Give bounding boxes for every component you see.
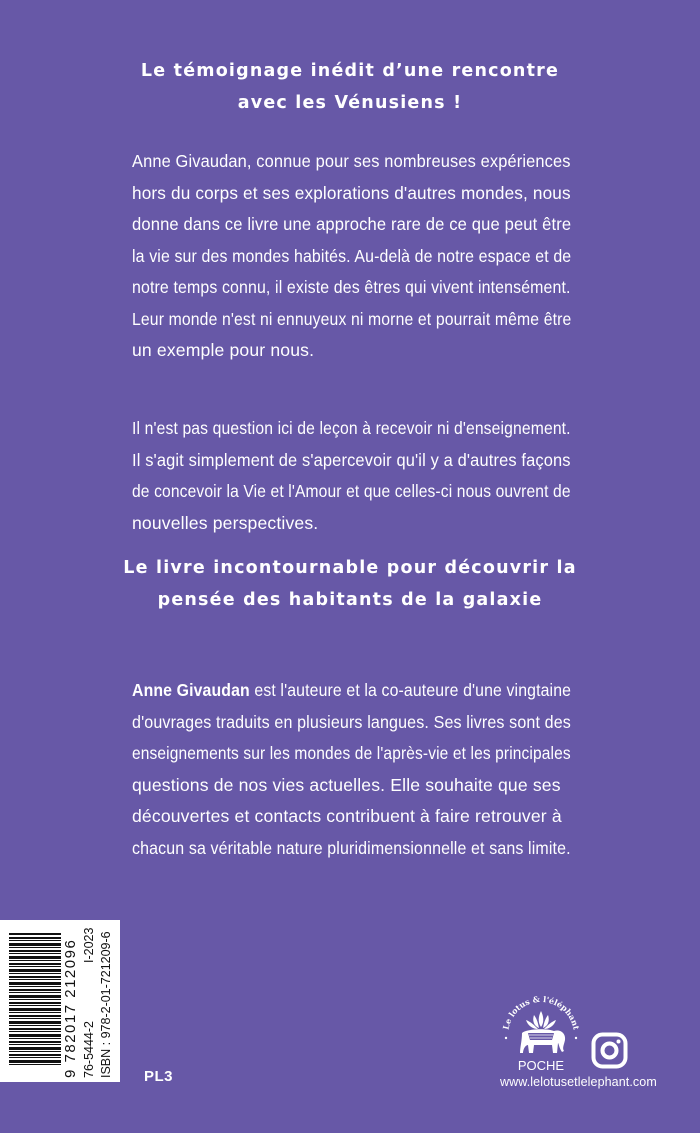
text-line: d'ouvrages traduits en plusieurs langues. Ses livres sont des	[132, 711, 571, 732]
text-line: nouvelles perspectives.	[132, 512, 319, 533]
description-paragraph-1	[132, 146, 571, 367]
text-line: hors du corps et ses explorations d'autres mondes, nous	[132, 182, 571, 203]
description-paragraph-2	[132, 413, 571, 539]
barcode-panel	[0, 920, 120, 1082]
internal-code-left: 76-5444-2	[82, 1021, 96, 1078]
text-line: donne dans ce livre une approche rare de ce que peut être	[132, 214, 572, 234]
text-line: Anne Givaudan, connue pour ses nombreuses expériences	[132, 151, 571, 171]
author-name: Anne Givaudan	[132, 680, 250, 700]
text-line: enseignements sur les mondes de l'après-vie et les principales	[132, 743, 571, 763]
headline-top-line2: avec les Vénusiens !	[237, 93, 463, 113]
barcode-icon	[9, 937, 61, 1065]
bio-first-line: est l'auteure et la co-auteure d'une vingtaine	[249, 680, 572, 700]
lotus-elephant-logo-icon	[498, 993, 584, 1073]
text-line: découvertes et contacts contribuent à faire retrouver à	[132, 806, 562, 826]
text-line: chacun sa véritable nature pluridimensionnelle et sans limite.	[132, 837, 571, 858]
text-line: Il n'est pas question ici de leçon à recevoir ni d'enseignement.	[132, 418, 571, 438]
headline-middle-line2: pensée des habitants de la galaxie	[157, 590, 543, 610]
text-line: de concevoir la Vie et l'Amour et que celles-ci nous ouvrent de	[132, 481, 571, 501]
author-bio	[132, 675, 571, 864]
text-line: un exemple pour nous.	[132, 340, 315, 360]
publisher-logo	[498, 993, 584, 1073]
headline-top	[0, 55, 700, 119]
internal-code-right: I-2023	[82, 928, 96, 964]
headline-top-line1: Le témoignage inédit d’une rencontre	[140, 61, 560, 81]
headline-middle-line1: Le livre incontournable pour découvrir la	[123, 558, 577, 578]
publisher-website-link[interactable]: www.lelotusetlelephant.com	[500, 1075, 657, 1089]
isbn: ISBN : 978-2-01-721209-6	[99, 931, 113, 1078]
text-line: Il s'agit simplement de s'apercevoir qu'il y a d'autres façons	[132, 449, 571, 470]
poche-label: POCHE	[517, 1058, 565, 1073]
text-line: la vie sur des mondes habités. Au-delà de notre espace et de	[132, 245, 572, 266]
barcode-digits: 9 782017 212096	[62, 938, 79, 1078]
series-code: PL3	[144, 1068, 174, 1085]
text-line: notre temps connu, il existe des êtres qui vivent intensément.	[132, 277, 571, 297]
text-line: Leur monde n'est ni ennuyeux ni morne et pourrait même être	[132, 308, 572, 329]
internal-code	[82, 928, 96, 1078]
headline-middle	[0, 552, 700, 616]
text-line: questions de nos vies actuelles. Elle souhaite que ses	[132, 774, 561, 795]
text-line	[132, 675, 572, 707]
svg-text:Le lotus & l'éléphant: Le lotus & l'éléphant	[500, 993, 582, 1031]
instagram-icon[interactable]	[591, 1032, 628, 1069]
